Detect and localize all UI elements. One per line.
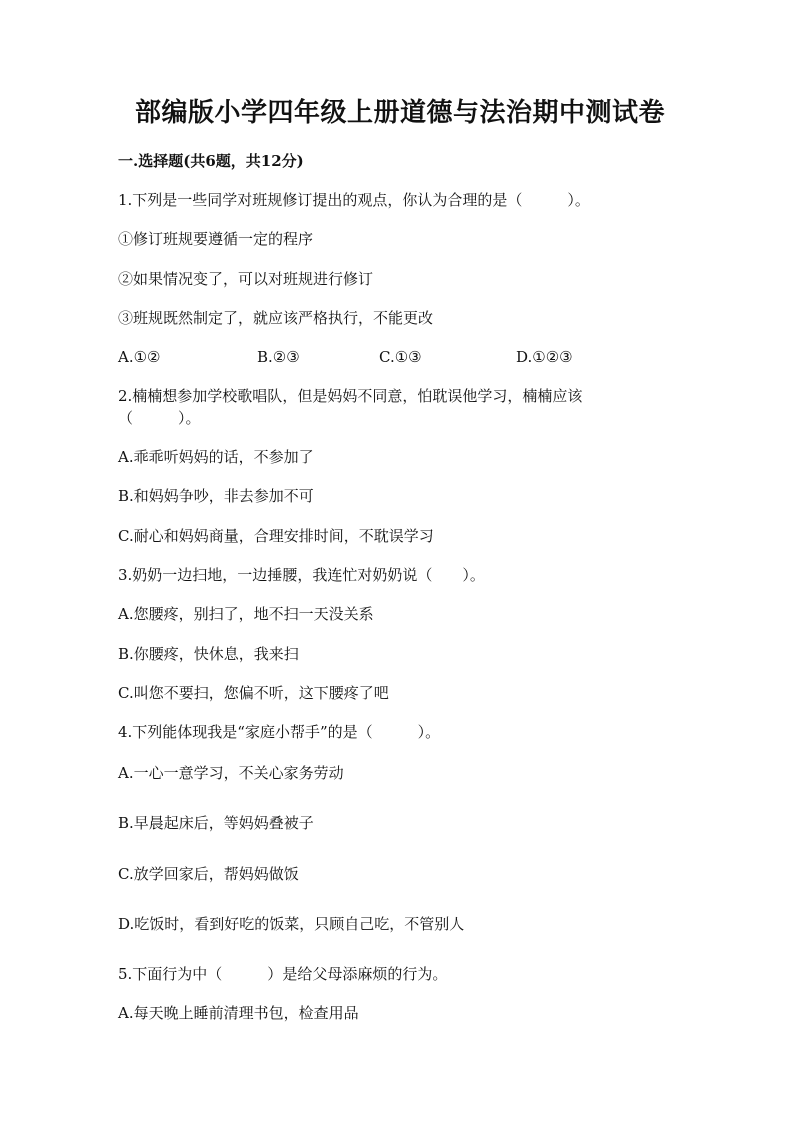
page-title: 部编版小学四年级上册道德与法治期中测试卷 [134, 98, 665, 128]
question-2-option-b: B.和妈妈争吵，非去参加不可 [118, 487, 314, 505]
question-1-statement-3: ③班规既然制定了，就应该严格执行，不能更改 [118, 309, 434, 327]
question-5-stem: 5.下面行为中（ ）是给父母添麻烦的行为。 [118, 965, 448, 983]
question-1-option-d: D.①②③ [516, 348, 573, 366]
question-4-stem: 4.下列能体现我是“家庭小帮手”的是（ ）。 [118, 723, 441, 741]
question-2-option-a: A.乖乖听妈妈的话，不参加了 [118, 448, 314, 466]
question-3-stem: 3.奶奶一边扫地，一边捶腰，我连忙对奶奶说（ ）。 [118, 566, 485, 584]
question-4-option-d: D.吃饭时，看到好吃的饭菜，只顾自己吃，不管别人 [118, 915, 465, 933]
question-2-stem-line-1: 2.楠楠想参加学校歌唱队，但是妈妈不同意，怕耽误他学习，楠楠应该 [118, 387, 583, 405]
question-2-stem-line-2: （ ）。 [118, 409, 201, 427]
question-1-option-b: B.②③ [257, 348, 300, 366]
question-3-option-c: C.叫您不要扫，您偏不听，这下腰疼了吧 [118, 684, 389, 702]
question-4-option-c: C.放学回家后，帮妈妈做饭 [118, 865, 299, 883]
question-2-option-c: C.耐心和妈妈商量，合理安排时间，不耽误学习 [118, 527, 434, 545]
question-1-option-a: A.①② [118, 348, 161, 366]
question-1-option-c: C.①③ [379, 348, 422, 366]
question-1-statement-2: ②如果情况变了，可以对班规进行修订 [118, 270, 374, 288]
question-3-option-b: B.你腰疼，快休息，我来扫 [118, 645, 299, 663]
question-4-option-b: B.早晨起床后，等妈妈叠被子 [118, 814, 314, 832]
question-1-stem: 1.下列是一些同学对班规修订提出的观点，你认为合理的是（ ）。 [118, 191, 590, 209]
question-3-option-a: A.您腰疼，别扫了，地不扫一天没关系 [118, 605, 374, 623]
question-4-option-a: A.一心一意学习，不关心家务劳动 [118, 764, 344, 782]
question-1-statement-1: ①修订班规要遵循一定的程序 [118, 230, 314, 248]
section-heading-choice: 一.选择题(共6题，共12分) [118, 152, 304, 170]
question-5-option-a: A.每天晚上睡前清理书包，检查用品 [118, 1004, 359, 1022]
